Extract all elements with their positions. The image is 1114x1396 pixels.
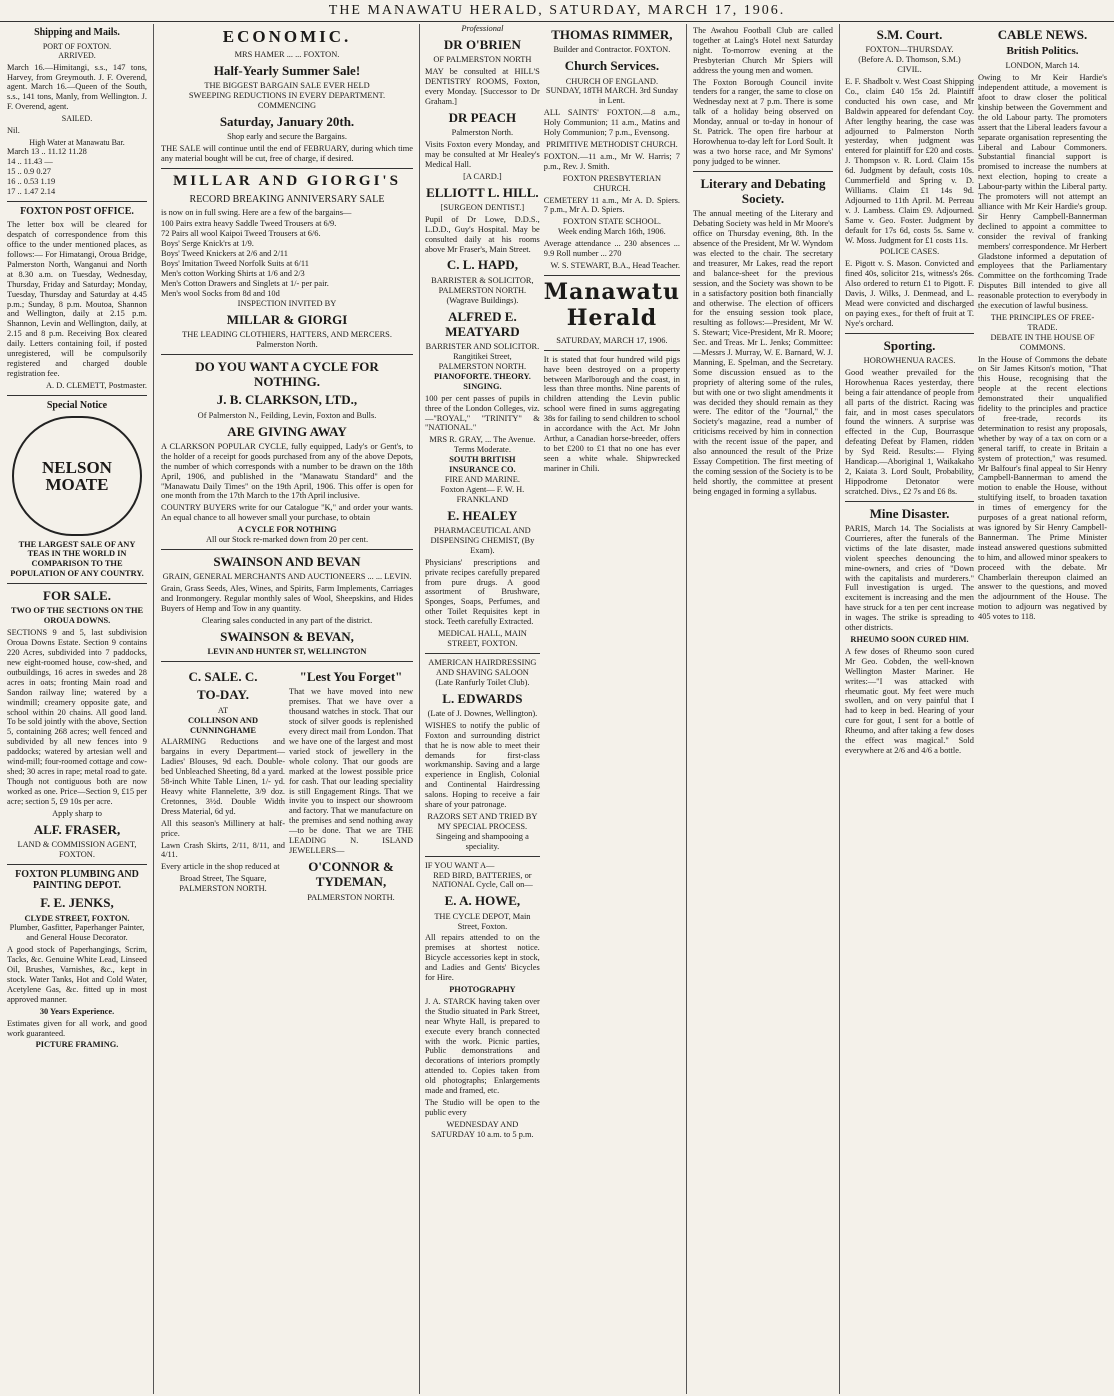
clearing: Clearing sales conducted in any part of the district.	[201, 615, 373, 625]
hood-sub: BARRISTER & SOLICITOR, PALMERSTON NORTH. (Wagrave Buildings).	[431, 275, 534, 305]
bargain-item: Boys' Serge Knick'rs at 1/9.	[161, 239, 254, 249]
at-label: AT	[217, 705, 229, 715]
school-title: FOXTON STATE SCHOOL.	[562, 217, 661, 227]
grain-line: GRAIN, GENERAL MERCHANTS AND AUCTIONEERS ... ... LEVIN.	[162, 572, 412, 582]
rheumo-text: A few doses of Rheumo soon cured Mr Geo. Cobden, the well-known Wellington Master Mariner. He writes:—"I was attacked with rheumatic gout. My feet were much swollen, and on very painful that I had to keep in bed. Hearing of your cure for gout, I sent for a bottle of Rheumo, and after taking a few doses the effect was magical." Sold everywhere at 2/6 and 4/6 a bottle.	[845, 646, 974, 755]
column-1	[2, 24, 152, 1394]
cs-sale: C. SALE. C.	[188, 669, 258, 685]
ranfurly: (Late Ranfurly Toilet Club).	[435, 677, 530, 687]
column-2	[156, 24, 418, 1394]
giving-text: A CLARKSON POPULAR CYCLE, fully equipped, Lady's or Gent's, to the holder of a receipt for goods purchased from any of the above Depots, the number of which corresponds with a number to be drawn on the 18th April, 1906, and published in the "Manawatu Standard" and the "Manawatu Daily Times" on the 19th April, 1906. This offer is open for one month from the 17th March to the 17th April inclusive.	[161, 441, 413, 501]
sweeping-line: SWEEPING REDUCTIONS IN EVERY DEPARTMENT.	[188, 91, 386, 101]
edwards-text: WISHES to notify the public of Foxton and surrounding district that he is now able to meet their demands for first-class workmanship. Saving and a large experience in English, Colonial and Continental Hairdressing salons. Hoping to receive a fair share of your patronage.	[425, 720, 540, 810]
plumbing-title: FOXTON PLUMBING AND PAINTING DEPOT.	[15, 868, 139, 892]
shipping-title: Shipping and Mails.	[34, 27, 120, 38]
razors: RAZORS SET AND TRIED BY MY SPECIAL PROCESS.	[427, 812, 538, 831]
insurance-agent: Foxton Agent— F. W. H. FRANKLAND	[440, 484, 525, 504]
millinery: All this season's Millinery at half-price.	[161, 818, 285, 838]
alarming-text: ALARMING Reductions and bargains in every Department— Ladies' Blouses, 9d each. Double-bed Unbleached Sheeting, 8d a yard. 58-inch White Table Linen, 1/- yd. Heavy white Flannelette, 3/9 doz. Cretonnes, 3½d. Double Width Dress Material, 6d yd.	[161, 737, 285, 816]
brand-name: NELSON MOATE	[42, 457, 112, 494]
peach-text: Visits Foxton every Monday, and may be consulted at Mr Healey's Medical Hall.	[425, 140, 540, 169]
for-sale-title: FOR SALE.	[43, 588, 111, 604]
cycle-for-nothing: A CYCLE FOR NOTHING	[237, 525, 337, 535]
bargain-item: Men's cotton Working Shirts at 1/6 and 2/3	[161, 268, 305, 278]
tea-logo	[12, 416, 142, 536]
grain-text: Grain, Grass Seeds, Ales, Wines, and Spirits, Farm Implements, Carriages and Ironmongery. Regular monthly sales of Wool, Sheepskins, and Hides Buyers of Hemp and Tow in any quantity.	[161, 584, 413, 614]
inspection: INSPECTION INVITED BY	[237, 298, 337, 308]
sporting-title: Sporting.	[883, 337, 936, 353]
want-list: RED BIRD, BATTERIES, or NATIONAL Cycle, Call on—	[432, 870, 533, 890]
gray-line: MRS R. GRAY, ... The Avenue. Terms Moderate.	[429, 435, 536, 455]
hill-text: Pupil of Dr Lowe, D.D.S., L.D.D., Guy's Hospital. May be consulted daily at his rooms above Mr Fraser's, Main Street.	[425, 214, 540, 254]
edwards-sub: (Late of J. Downes, Wellington).	[427, 708, 538, 718]
apply-text: Apply sharp to	[52, 808, 102, 818]
post-title: FOXTON POST OFFICE.	[20, 205, 134, 217]
oconnor-street: PALMERSTON NORTH.	[307, 892, 395, 902]
arrived-label: ARRIVED.	[58, 51, 96, 61]
tide-row: 17 .. 1.47 2.14	[7, 186, 56, 196]
country-buyers: COUNTRY BUYERS write for our Catalogue "K," and order your wants. An equal chance to all however small your purchase, to obtain	[161, 503, 413, 523]
edwards-name: L. EDWARDS	[442, 690, 523, 706]
economic-title: ECONOMIC.	[222, 27, 352, 46]
hamer-line: MRS HAMER ... ... FOXTON.	[234, 50, 340, 60]
head-teacher: W. S. STEWART, B.A., Head Teacher.	[550, 260, 680, 270]
fraser-sub: LAND & COMMISSION AGENT, FOXTON.	[17, 839, 137, 859]
fraser-name: ALF. FRASER,	[33, 821, 121, 837]
studio-days: WEDNESDAY AND SATURDAY 10 a.m. to 5 p.m.	[431, 1119, 534, 1139]
police-text: E. Pigott v. S. Mason. Convicted and fined 40s, solicitor 21s, witness's 26s. Also ordered to return £1 to Pigott. F. Davis, J. Wilks, J. Denmead, and L. Mead were convicted and discharged on paying exes., for theft of fruit at T. Nye's orchard.	[845, 259, 974, 328]
british-title: British Politics.	[1006, 45, 1079, 58]
tide-row: 14 .. 11.43 —	[7, 156, 53, 166]
bargain-item: Men's wool Socks from 8d and 10d	[161, 288, 280, 298]
obrien-name: DR O'BRIEN	[443, 36, 521, 52]
jenks-trade: Plumber, Gasfitter, Paperhanger Painter, and General House Decorator.	[9, 923, 145, 943]
oconnor-name: O'CONNOR & TYDEMAN,	[308, 858, 394, 890]
column-4	[688, 24, 838, 1394]
bargain-item: Boys' Imitation Tweed Norfolk Suits at 6/11	[161, 259, 309, 269]
pm-text: FOXTON.—11 a.m., Mr W. Harris; 7 p.m., Rev. J. Smith.	[543, 151, 680, 171]
piano-text: 100 per cent passes of pupils in three of the London Colleges, viz.—"ROYAL," "TRINITY" & "NATIONAL."	[425, 393, 540, 433]
column-rule	[153, 24, 154, 1394]
special-notice: Special Notice	[46, 399, 108, 411]
tide-row: 16 .. 0.53 1.19	[7, 176, 56, 186]
mg-name: MILLAR & GIORGI	[226, 311, 348, 327]
medical-hall: MEDICAL HALL, MAIN STREET, FOXTON.	[438, 629, 527, 648]
column-3	[420, 24, 685, 1394]
half-yearly-sale: Half-Yearly Summer Sale!	[213, 62, 361, 78]
for-sale-text: SECTIONS 9 and 5, last subdivision Oroua Downs Estate. Section 9 contains 220 Acres, subdivided into 7 paddocks, new eight-roomed house, cow-shed, and outbuildings, 16 acres in swedes and 28 acres in oats; fronting Main road and Sandon railway line; watered by a windmill; creamery opposite gate, and school within 20 chains. All good land. To be sold jointly with the above, Section 5, containing 268 acres; well fenced and subdivided by all new fences into 9 paddocks; watered by artesian well and wind-mill; four-roomed cottage and cow-shed; 30 acres in rape; metal road to gate. Though not contiguous both are now worked as one. Price—Section 9, £15 per acre; section 5, £9 10s per acre.	[7, 628, 147, 806]
newspaper-flag: Manawatu Herald	[543, 278, 680, 331]
sailed-label: SAILED.	[61, 114, 93, 124]
ce-title: CHURCH OF ENGLAND.	[565, 76, 659, 86]
framing: PICTURE FRAMING.	[35, 1040, 119, 1050]
football-text: The Awahou Football Club are called together at Laing's Hotel next Saturday night. To-morrow evening at the Presbyterian Church Mr Spiers will address the young men and women.	[693, 26, 833, 75]
shop-early: Shop early and secure the Bargains.	[227, 132, 347, 142]
presb-text: CEMETERY 11 a.m., Mr A. D. Spiers. 7 p.m., Mr A. D. Spiers.	[543, 195, 680, 215]
clarkson-sub: Of Palmerston N., Feilding, Levin, Foxton and Bulls.	[197, 410, 377, 420]
bargain-item: 100 Pairs extra heavy Saddle Tweed Trousers at 6/9.	[161, 219, 337, 229]
tide-title: High Water at Manawatu Bar.	[29, 137, 125, 147]
forget-text: That we have moved into new premises. That we have over a thousand watches in stock. That our stock of silver goods is replenished every direct mail from London. That we have one of the largest and most varied stock of jewellery in the whole colony. That our goods are marked at the lowest possible price for cash. That our leading speciality is still Engagement Rings. That we invite you to inspect our showroom and factory. That we manufacture on the premises and send nothing away—to be done. That we are THE LEADING N. ISLAND JEWELLERS—	[289, 687, 413, 855]
meatyard-name: ALFRED E. MEATYARD	[445, 308, 520, 339]
cycle-question: DO YOU WANT A CYCLE FOR NOTHING.	[195, 358, 379, 390]
hill-sub: [SURGEON DENTIST.]	[440, 202, 525, 212]
want-title: IF YOU WANT A—	[425, 860, 495, 870]
experience: 30 Years Experience.	[39, 1006, 115, 1016]
school-text: Average attendance ... 230 absences ... 9.9 Roll number ... 270	[543, 239, 680, 259]
piano-title: PIANOFORTE. THEORY. SINGING.	[433, 371, 531, 391]
swing-text: is now on in full swing. Here are a few of the bargains—	[161, 207, 352, 217]
horow-text: Good weather prevailed for the Horowhenua Races yesterday, there being a fair attendance of people from all parts of the district. Racing was fair, and in most cases speculators found the winners. A surprise was effected in the Cup, Bourrasque defeating Defeat by Flamen, ridden by Syd Reid. Results:— Flying Handicap.—Aboriginal 1, Waikakaho 2, Kaiata 3. Lord Soult, Probability, Hippodrome Detonator were scratched. Divs., £2 7s and £6 8s.	[845, 367, 974, 496]
column-5	[840, 24, 1112, 1394]
hood-name: C. L. HAPD,	[446, 257, 518, 273]
presb-title: FOXTON PRESBYTERIAN CHURCH.	[562, 173, 662, 193]
debate-text: In the House of Commons the debate on Sir James Kitson's motion, "That this House, recognising that the people at the recent elections demonstrated their unqualified fidelity to the principles and practice of free-trade, records its determination to resist any proposals, whether by way of a tax on corn or a general tariff, to create in Britain a system of protection," was resumed. Mr Balfour's final appeal to Sir Henry Campbell-Bannerman to amend the motion to enable the House, without stultifying itself, to broaden taxation in times of emergency for the purposes of a great national reform, was ignored by Sir Henry Campbell-Bannerman. The Prime Minister instead answered questions submitted to him, and allowed minor speakers to proceed with the debate. Mr Chamberlain thereupon claimed an answer to the questions, and moved the adjournment of the House. The motion to adjourn was negatived by 405 votes to 118.	[978, 354, 1107, 622]
professional-title: Professional	[461, 24, 504, 33]
postmaster: A. D. CLEMETT, Postmaster.	[45, 380, 147, 390]
millar-title: MILLAR AND GIORGI'S	[173, 173, 401, 190]
lawn-skirts: Lawn Crash Skirts, 2/11, 8/11, and 4/11.	[161, 840, 285, 860]
swainson-title: SWAINSON AND BEVAN	[213, 554, 361, 570]
today: TO-DAY.	[197, 687, 249, 703]
singeing: Singeing and shampooing a speciality.	[435, 831, 529, 851]
literary-text: The annual meeting of the Literary and Debating Society was held in Mr Moore's office on Thursday evening, 8th. In the absence of the President, Mr W. Wyndom was elected to the chair. The secretary and treasurer, Mr Lakes, read the report and balance-sheet for the previous session, and the Society was shown to be in a satisfactory position both financially and otherwise. The election of officers for the ensuing session took place, resulting as follows:—President, Mr W. S. Stewart; Vice-President, Mr R. Moore; Sec. and Treas. Mr L. Jenks; Committee:—Messrs J. Murray, W. E. Barnard, W. J. Manning, E. Spelman, and the Secretary. Some discussion ensued as to the propriety of altering some of the rules, but with one or two slight amendments it was decided they should remain as they were. The editor of the "Journal," the Society's magazine, read a number of criticisms received by him in connection with the recent issue of the paper, and also announced the result of the Prize Essay Competition. The first meeting of the coming session of the Society is to be held shortly, the committee at present being engaged in forming a syllabus.	[693, 209, 833, 496]
every-article: Every article in the shop reduced at	[161, 862, 280, 872]
hill-name: ELLIOTT L. HILL.	[426, 184, 539, 200]
healey-name: E. HEALEY	[447, 507, 518, 523]
dateline: SATURDAY, MARCH 17, 1906.	[556, 335, 668, 345]
london-date: LONDON, March 14.	[1005, 61, 1080, 71]
cable-title: CABLE NEWS.	[997, 27, 1088, 42]
rimmer-sub: Builder and Contractor. FOXTON.	[553, 45, 671, 55]
broad-street: Broad Street, The Square, PALMERSTON NORTH.	[179, 874, 267, 894]
giving-away: ARE GIVING AWAY	[227, 423, 347, 439]
police-label: POLICE CASES.	[879, 247, 940, 257]
american-title: AMERICAN HAIRDRESSING AND SHAVING SALOON	[428, 657, 537, 677]
foxton-thursday: FOXTON—THURSDAY.	[865, 45, 954, 55]
rheumo-title: RHEUMO SOON CURED HIM.	[850, 635, 969, 645]
principles-title: THE PRINCIPLES OF FREE-TRADE.	[990, 312, 1095, 332]
peach-sub: Palmerston North.	[451, 128, 514, 138]
remarked: All our Stock re-marked down from 20 per cent.	[205, 535, 369, 545]
cable-text: Owing to Mr Keir Hardie's independent attitude, a movement is afoot to draw closer the political kinship between the Government and the old Labour party. The promoters assert that the Liberal leaders favour a separate organisation representing the Liberal and Labour Commoners. Substantial financial support is promised to increase the numbers at next election, hoping to create a Labour-party within the Liberal party. The promoters will not attempt an alliance with Mr Keir Hardie's group. Sir Henry Campbell-Bannerman declined to appoint a committee to consider the revival of franking members' correspondence. Mr Herbert Gladstone informed a deputation of employees that the Parliamentary Committee on the forthcoming Trade Disputes Bill intended to give all reasonable protection to everybody in the execution of lawful business.	[978, 73, 1107, 311]
healey-sub: PHARMACEUTICAL AND DISPENSING CHEMIST, (By Exam).	[430, 526, 535, 555]
jenks-name: F. E. JENKS,	[40, 895, 114, 911]
commencing: COMMENCING	[257, 101, 317, 111]
meatyard-sub: BARRISTER AND SOLICITOR. Rangitikei Street, PALMERSTON NORTH.	[425, 342, 540, 371]
obrien-text: MAY be consulted at HILL'S DENTISTRY ROOMS, Foxton, every Monday. [Successor to Dr Graham.]	[425, 67, 540, 106]
palmerston: Palmerston North.	[256, 339, 318, 349]
healey-text: Physicians' prescriptions and private recipes carefully prepared from pure drugs. A good assortment of Brushware, Sponges, Soaps, Perfumes, and other Toilet Requisites kept in stock. Teeth carefully Extracted.	[425, 557, 540, 627]
sb-street: LEVIN AND HUNTER ST, WELLINGTON	[207, 647, 367, 657]
mine-text: PARIS, March 14. The Socialists at Courrieres, after the funerals of the victims of the late disaster, made violent speeches denouncing the mine-owners, and cries of "Down with the capitalists and murderers." Full investigation is urged. The excitement is increasing and the men have struck for a ten per cent increase in wages. The strike is spreading to other districts.	[845, 524, 974, 633]
starck-text: J. A. STARCK having taken over the Studio situated in Park Street, near Whyte Hall, is prepared to execute every branch connected with the work. Picnic parties, Public demonstrations and decorations of interiors promptly attended to. Copies taken from old photographs; Enlargements made and framed, etc.	[425, 996, 540, 1096]
peach-name: DR PEACH	[448, 109, 517, 125]
for-sale-sub: TWO OF THE SECTIONS ON THE OROUA DOWNS.	[10, 606, 144, 626]
post-text: The letter box will be cleared for despatch of correspondence from this office to the under mentioned places, as follows:— For Himatangi, Oroua Bridge, Palmerston North, Wanganui and North at 8.30 a.m. on Tuesday, Wednesday, Thursday, Friday and Saturday; Monday, Tuesday, Thursday and Saturday at 4.45 p.m.; Sunday, 8 p.m. Moutoa, Shannon and Wellington, daily at 2.15 p.m. Shannon, Levin and Wellington, daily, at 2.15 and 8 p.m. Receiving Box cleared daily. Letters containing foil, if posted unregistered, will be compulsorily registered and charged double registration fee.	[7, 220, 147, 378]
south-british: SOUTH BRITISH INSURANCE CO.	[449, 455, 516, 475]
tea-text: THE LARGEST SALE OF ANY TEAS IN THE WORLD IN COMPARISON TO THE POPULATION OF ANY COUNTRY.	[10, 539, 144, 579]
obrien-sub: OF PALMERSTON NORTH	[433, 55, 532, 65]
howe-sub: THE CYCLE DEPOT, Main Street, Foxton.	[434, 911, 531, 931]
pm-title: PRIMITIVE METHODIST CHURCH.	[546, 140, 678, 149]
studio-text: The Studio will be open to the public every	[425, 1097, 540, 1117]
sale-date: Saturday, January 20th.	[219, 114, 355, 129]
estimates: Estimates given for all work, and good work guaranteed.	[7, 1018, 147, 1038]
court-text: E. F. Shadbolt v. West Coast Shipping Co., claim £40 15s 2d. Plaintiff conducted his own case, and Mr Baldwin appeared for defendant Coy. After lengthy hearing, the case was adjourned to Palmerston North yesterday, when judgment was entered for plaintiff for £20 and costs. J. Thompson v. R. Lord. Claim 15s 6d. Judgment by default, costs 10s. Cummerfield and Spring v. D. Williams. Claim £1 14s 9d. Adjourned to 11th April. M. Perreau v. J. Lambess. Claim £9. Adjourned. Same v. Geo. Foster. Judgment by default for 17s 6d, costs 5s. Same v. W. Moss. Judgment for £1 costs 11s.	[845, 77, 974, 245]
civil-label: CIVIL.	[897, 65, 922, 75]
mine-title: Mine Disaster.	[869, 505, 950, 521]
debate-title: DEBATE IN THE HOUSE OF COMMONS.	[990, 332, 1095, 352]
arrived-text: March 16.—Himitangi, s.s., 147 tons, Harvey, from Greymouth. J. F. Overend, agent. March 16.—Queen of the South, s.s., 141 tons, Manly, from Wellington. J. F. Overend, agent.	[7, 62, 147, 112]
news-text: It is stated that four hundred wild pigs have been destroyed on a property between Marlborough and the coast, in less than three months. Nine parents of children attending the Levin public school were fined in sums aggregating 38s for failing to send children to school in accordance with the Act. Mr John Arthur, a Canadian horse-breeder, offers to bet £200 to £1 that no one has ever seen a white whale. Shipwrecked mariner in Chili.	[543, 354, 680, 473]
fire-marine: FIRE AND MARINE.	[444, 474, 520, 484]
sale-continue: THE SALE will continue until the end of FEBRUARY, during which time any material bought will be cut, free of charge, if desired.	[161, 144, 413, 164]
tide-row: 15 .. 0.9 0.27	[7, 166, 51, 176]
port-label: PORT OF FOXTON.	[42, 41, 112, 51]
bargain-item: Boys' Tweed Knickers at 2/6 and 2/11	[161, 249, 288, 259]
photo-title: PHOTOGRAPHY	[449, 985, 516, 995]
howe-name: E. A. HOWE,	[444, 893, 521, 909]
record-sale: RECORD BREAKING ANNIVERSARY SALE	[189, 193, 385, 205]
church-title: Church Services.	[564, 58, 660, 74]
sm-court-title: S.M. Court.	[876, 27, 943, 42]
repairs: All repairs attended to on the premises at shortest notice. Bicycle accessories kept in stock, and Ladies and Gents' Bicycles for Hire.	[425, 933, 540, 983]
before-judge: (Before A. D. Thomson, S.M.)	[858, 55, 961, 65]
ce-text: ALL SAINTS' FOXTON.—8 a.m., Holy Communion; 11 a.m., Matins and Holy Communion; 7 p.m., Evensong.	[543, 108, 680, 138]
literary-title: Literary and Debating Society.	[700, 175, 826, 207]
card-label: [A CARD.]	[463, 171, 502, 181]
bargain-line: THE BIGGEST BARGAIN SALE EVER HELD	[204, 81, 370, 91]
school-week: Week ending March 16th, 1906.	[558, 227, 666, 237]
sailed-text: Nil.	[7, 125, 20, 135]
bargain-item: 72 Pairs all wool Kaipoi Tweed Trousers at 6/6.	[161, 229, 321, 239]
masthead: THE MANAWATU HERALD, SATURDAY, MARCH 17, 1906.	[0, 0, 1114, 22]
lest-you-forget: "Lest You Forget"	[299, 669, 403, 685]
clothiers: THE LEADING CLOTHIERS, HATTERS, AND MERCERS.	[182, 329, 392, 339]
tide-row: March 13 .. 11.12 11.28	[7, 146, 87, 156]
rimmer-name: THOMAS RIMMER,	[551, 27, 673, 42]
collinson-name: COLLINSON AND CUNNINGHAME	[187, 715, 259, 735]
ce-date: SUNDAY, 18TH MARCH. 3rd Sunday in Lent.	[545, 86, 678, 106]
bargain-item: Men's Cotton Drawers and Singlets at 1/- per pair.	[161, 278, 329, 288]
column-rule	[686, 24, 687, 1394]
horow-title: HOROWHENUA RACES.	[863, 356, 956, 366]
jenks-text: A good stock of Paperhangings, Scrim, Tacks, &c. Genuine White Lead, Linseed Oil, Brushes, Varnishes, &c., kept in stock. Water Tanks, Hot and Cold Water, Acetylene Gas, &c. fitted up in most approved manner.	[7, 945, 147, 1004]
jenks-street: CLYDE STREET, FOXTON.	[24, 913, 130, 923]
sb-name: SWAINSON & BEVAN,	[220, 628, 354, 644]
football-more: The Foxton Borough Council invite tenders for a ranger, the same to close on Wednesday next at 7 p.m. There is some talk of a holiday being observed on Monday, annual or to-day in honour of St. Patrick. The open fire harbour at Horowhenua to-day left for Lord Soult. It was a two horse race, and Mr Symons' pony judged to be winner.	[693, 77, 833, 166]
clarkson-name: J. B. CLARKSON, LTD.,	[216, 392, 358, 408]
